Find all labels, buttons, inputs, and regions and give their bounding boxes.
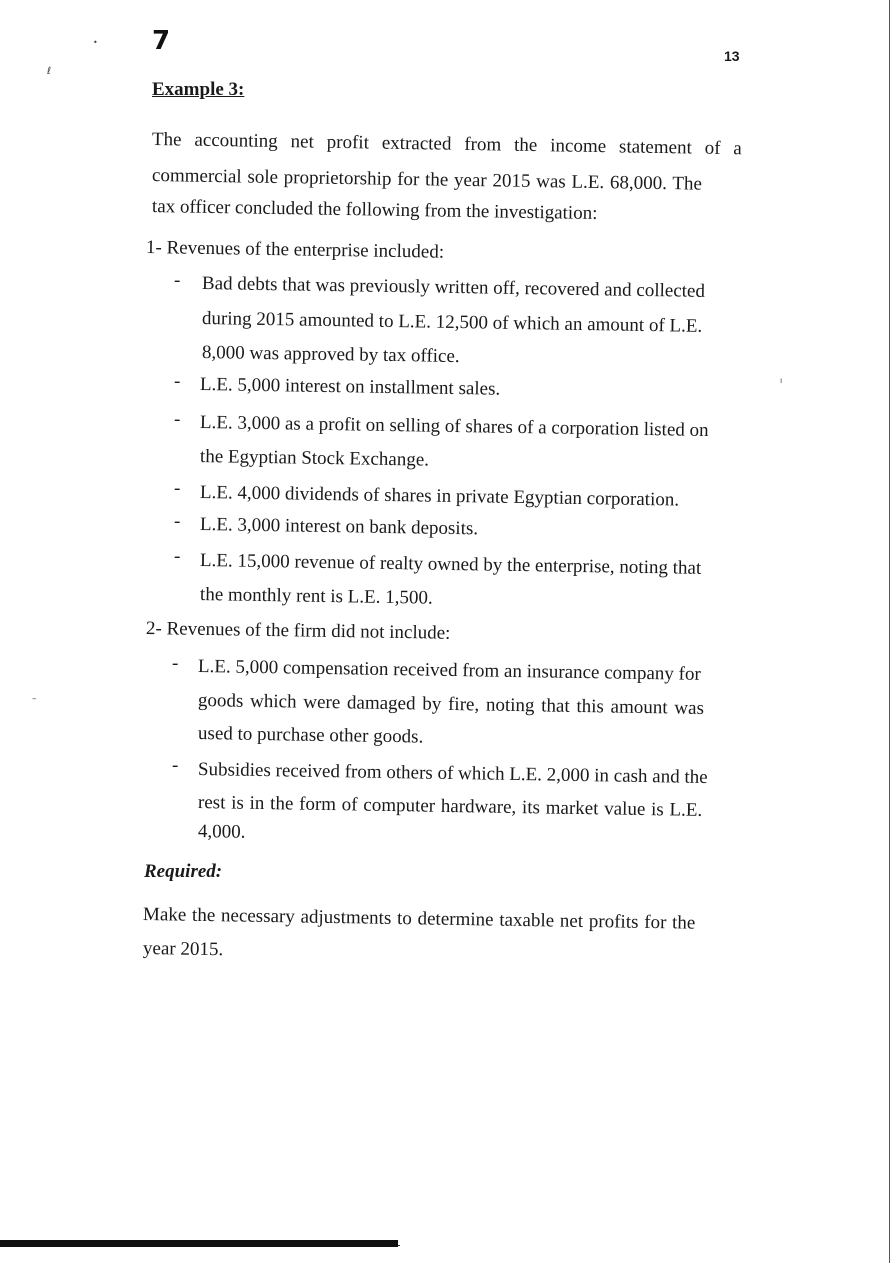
list-item-line: the monthly rent is L.E. 1,500.: [199, 584, 433, 609]
list-item-line: L.E. 3,000 as a profit on selling of shares of a corporation listed on: [199, 412, 709, 441]
example-heading: Example 3:: [152, 79, 245, 100]
list-item-line: 8,000 was approved by tax office.: [201, 342, 460, 368]
section-2-title: 2- Revenues of the firm did not include:: [145, 618, 451, 644]
list-item-line: L.E. 5,000 compensation received from an insurance company for: [197, 656, 701, 685]
required-text-line: Make the necessary adjustments to determine taxable net profits for the: [142, 904, 696, 934]
intro-line: tax officer concluded the following from the investigation:: [151, 196, 598, 224]
intro-line: The accounting net profit extracted from the income statement of a: [151, 129, 742, 160]
page-number: 13: [724, 48, 740, 64]
scan-speck: ı: [780, 376, 783, 385]
bullet-dash: -: [172, 653, 179, 674]
required-text-line: year 2015.: [142, 938, 224, 961]
list-item-line: the Egyptian Stock Exchange.: [199, 446, 430, 471]
scan-bottom-bar-tail: [398, 1245, 400, 1246]
list-item-line: during 2015 amounted to L.E. 12,500 of which an amount of L.E.: [201, 308, 703, 337]
scan-edge-line: [889, 0, 890, 1263]
list-item-line: Bad debts that was previously written off, recovered and collected: [201, 273, 706, 302]
list-item-line: 4,000.: [197, 821, 246, 843]
handwritten-number: 7: [152, 26, 171, 56]
list-item-line: L.E. 3,000 interest on bank deposits.: [199, 514, 479, 540]
list-item-line: Subsidies received from others of which L.E. 2,000 in cash and the: [197, 759, 708, 789]
list-item-line: L.E. 4,000 dividends of shares in private Egyptian corporation.: [199, 482, 680, 511]
list-item-line: L.E. 5,000 interest on installment sales.: [199, 374, 501, 400]
scan-speck: ℓ: [47, 66, 52, 77]
bullet-dash: -: [174, 478, 181, 499]
list-item-line: used to purchase other goods.: [197, 723, 424, 748]
section-1-title: 1- Revenues of the enterprise included:: [145, 237, 445, 263]
scan-speck: –: [32, 694, 37, 704]
bullet-dash: -: [172, 755, 179, 776]
bullet-dash: -: [174, 371, 181, 392]
intro-line: commercial sole proprietorship for the year 2015 was L.E. 68,000. The: [151, 165, 703, 195]
scan-bottom-bar: [0, 1240, 398, 1247]
list-item-line: L.E. 15,000 revenue of realty owned by the enterprise, noting that: [199, 550, 702, 579]
bullet-dash: -: [174, 270, 181, 291]
required-label: Required:: [144, 861, 223, 882]
bullet-dash: -: [174, 409, 181, 430]
bullet-dash: -: [174, 546, 181, 567]
list-item-line: goods which were damaged by fire, noting that this amount was: [197, 690, 705, 719]
list-item-line: rest is in the form of computer hardware, its market value is L.E.: [197, 792, 703, 821]
bullet-dash: -: [174, 511, 181, 532]
scan-speck: •: [93, 38, 98, 47]
